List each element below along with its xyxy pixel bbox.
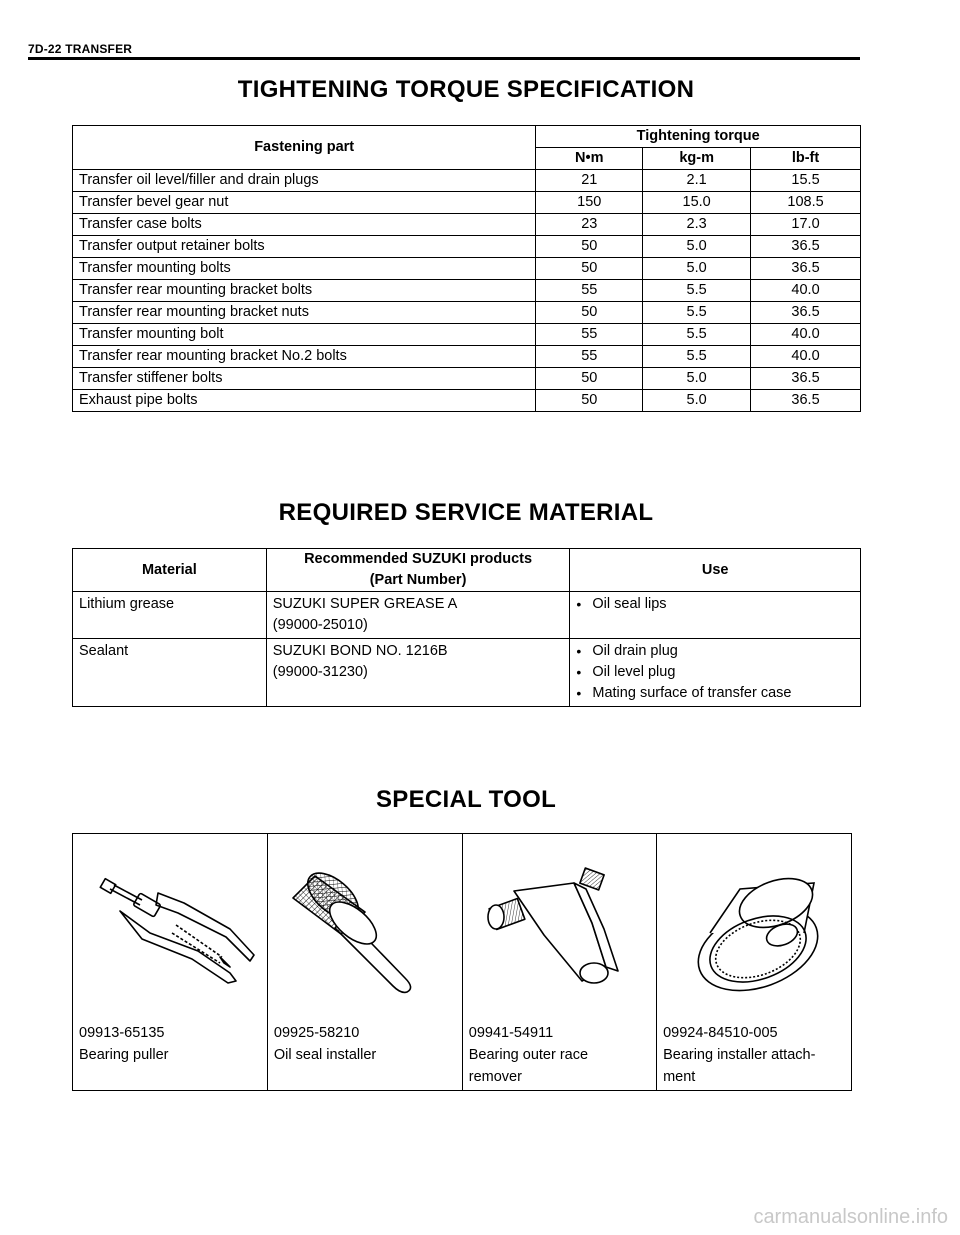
product-cell — [266, 639, 570, 707]
torque-lbft-cell: 36.5 — [751, 236, 861, 258]
torque-section-title: TIGHTENING TORQUE SPECIFICATION — [237, 76, 695, 103]
torque-kgm-cell: 15.0 — [643, 192, 751, 214]
torque-header-group: Tightening torque — [536, 126, 861, 148]
torque-table — [72, 125, 861, 412]
torque-lbft-cell: 36.5 — [751, 258, 861, 280]
use-cell — [570, 639, 861, 707]
part-cell: Transfer stiffener bolts — [73, 368, 536, 390]
table-row — [73, 280, 861, 302]
table-row — [73, 368, 861, 390]
tool-name: Bearing installer attach- — [663, 1047, 816, 1063]
torque-lbft-cell: 40.0 — [751, 346, 861, 368]
torque-kgm-cell: 5.0 — [643, 258, 751, 280]
torque-nm-cell: 50 — [536, 368, 643, 390]
tool-name-continued: ment — [663, 1069, 696, 1085]
part-cell: Exhaust pipe bolts — [73, 390, 536, 412]
part-cell: Transfer mounting bolts — [73, 258, 536, 280]
table-row — [73, 302, 861, 324]
product-cell — [266, 592, 570, 639]
torque-nm-cell: 55 — [536, 346, 643, 368]
torque-lbft-cell: 15.5 — [751, 170, 861, 192]
part-cell: Transfer rear mounting bracket No.2 bolts — [73, 346, 536, 368]
torque-kgm-cell: 5.5 — [643, 302, 751, 324]
torque-header-unit-kgm: kg-m — [643, 148, 751, 170]
torque-nm-cell: 23 — [536, 214, 643, 236]
use-item: • Mating surface of transfer case — [576, 683, 854, 704]
torque-nm-cell: 55 — [536, 324, 643, 346]
table-row — [73, 170, 861, 192]
torque-nm-cell: 50 — [536, 236, 643, 258]
part-cell: Transfer case bolts — [73, 214, 536, 236]
bearing-installer-icon — [663, 834, 845, 1022]
part-cell: Transfer oil level/filler and drain plugs — [73, 170, 536, 192]
material-header-products — [266, 549, 570, 592]
use-item: • Oil drain plug — [576, 641, 854, 662]
bearing-race-remover-icon — [469, 834, 650, 1022]
material-section-title: REQUIRED SERVICE MATERIAL — [278, 499, 654, 526]
torque-nm-cell: 50 — [536, 258, 643, 280]
torque-lbft-cell: 17.0 — [751, 214, 861, 236]
material-row — [73, 639, 861, 707]
part-cell: Transfer output retainer bolts — [73, 236, 536, 258]
table-row — [73, 214, 861, 236]
product-part-number: (99000-25010) — [272, 617, 368, 633]
table-row — [73, 324, 861, 346]
torque-kgm-cell: 5.0 — [643, 390, 751, 412]
use-list — [576, 594, 854, 615]
watermark: carmanualsonline.info — [753, 1206, 948, 1228]
material-row — [73, 592, 861, 639]
part-cell: Transfer rear mounting bracket bolts — [73, 280, 536, 302]
table-row — [73, 346, 861, 368]
product-name: SUZUKI BOND NO. 1216B — [272, 643, 448, 659]
torque-kgm-cell: 5.5 — [643, 280, 751, 302]
tool-number: 09924-84510-005 — [663, 1025, 778, 1041]
part-cell: Transfer rear mounting bracket nuts — [73, 302, 536, 324]
torque-kgm-cell: 2.3 — [643, 214, 751, 236]
bearing-puller-icon — [79, 834, 261, 1022]
use-cell — [570, 592, 861, 639]
use-item: • Oil level plug — [576, 662, 854, 683]
table-row — [73, 258, 861, 280]
material-header-products-line1: Recommended SUZUKI products — [304, 551, 533, 567]
table-row — [73, 192, 861, 214]
material-header-products-line2: (Part Number) — [369, 572, 467, 588]
tool-name: Oil seal installer — [273, 1047, 377, 1063]
torque-lbft-cell: 40.0 — [751, 280, 861, 302]
torque-lbft-cell: 36.5 — [751, 302, 861, 324]
tool-cell — [267, 834, 462, 1091]
material-header-material: Material — [73, 549, 267, 592]
use-item: • Oil seal lips — [576, 594, 854, 615]
torque-header-part: Fastening part — [73, 126, 536, 170]
torque-lbft-cell: 40.0 — [751, 324, 861, 346]
torque-kgm-cell: 5.0 — [643, 368, 751, 390]
tool-cell — [462, 834, 656, 1091]
material-cell: Lithium grease — [73, 592, 267, 639]
part-cell: Transfer mounting bolt — [73, 324, 536, 346]
torque-kgm-cell: 5.0 — [643, 236, 751, 258]
torque-kgm-cell: 2.1 — [643, 170, 751, 192]
material-header-use: Use — [570, 549, 861, 592]
torque-nm-cell: 50 — [536, 390, 643, 412]
torque-lbft-cell: 108.5 — [751, 192, 861, 214]
table-row — [73, 390, 861, 412]
running-header: 7D-22 TRANSFER — [28, 42, 133, 56]
tool-number: 09913-65135 — [79, 1025, 165, 1041]
part-cell: Transfer bevel gear nut — [73, 192, 536, 214]
torque-header-unit-lbft: lb-ft — [751, 148, 861, 170]
torque-header-unit-nm: N•m — [536, 148, 643, 170]
use-list — [576, 641, 854, 704]
header-rule — [28, 57, 860, 60]
tool-number: 09925-58210 — [273, 1025, 360, 1041]
tool-cell — [657, 834, 852, 1091]
product-name: SUZUKI SUPER GREASE A — [272, 596, 458, 612]
tool-name: Bearing outer race — [468, 1047, 589, 1063]
tool-cell — [73, 834, 268, 1091]
torque-nm-cell: 50 — [536, 302, 643, 324]
tool-name: Bearing puller — [79, 1047, 169, 1063]
torque-nm-cell: 55 — [536, 280, 643, 302]
material-cell: Sealant — [73, 639, 267, 707]
torque-nm-cell: 150 — [536, 192, 643, 214]
table-row — [73, 236, 861, 258]
tools-table — [72, 833, 852, 1091]
oil-seal-installer-icon — [274, 834, 456, 1022]
material-table — [72, 548, 861, 707]
tool-number: 09941-54911 — [468, 1025, 554, 1041]
torque-lbft-cell: 36.5 — [751, 368, 861, 390]
torque-kgm-cell: 5.5 — [643, 324, 751, 346]
tool-name-continued: remover — [468, 1069, 522, 1085]
torque-lbft-cell: 36.5 — [751, 390, 861, 412]
product-part-number: (99000-31230) — [272, 664, 368, 680]
torque-kgm-cell: 5.5 — [643, 346, 751, 368]
torque-nm-cell: 21 — [536, 170, 643, 192]
tools-section-title: SPECIAL TOOL — [375, 786, 557, 813]
